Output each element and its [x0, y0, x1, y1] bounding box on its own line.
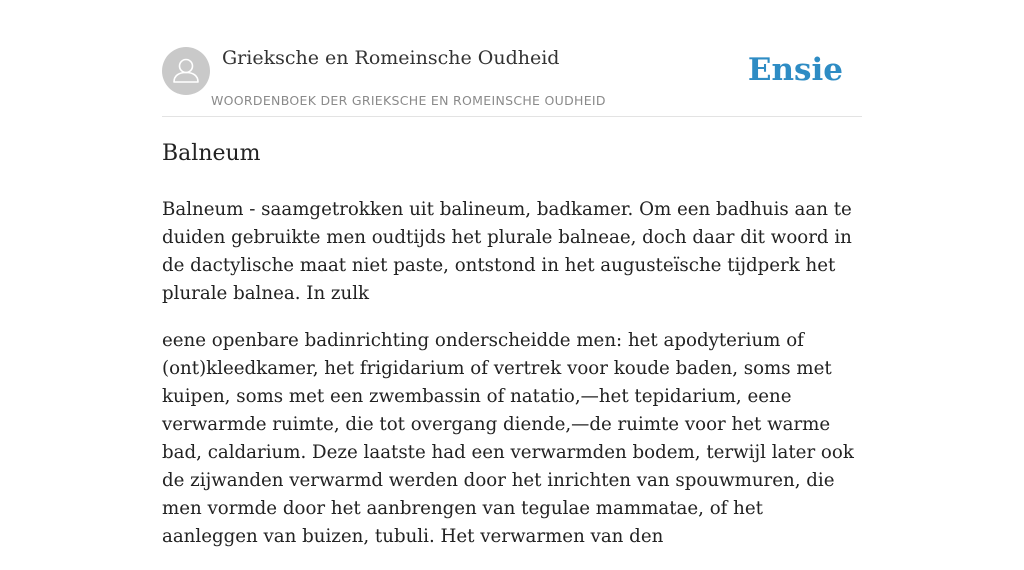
article-title: Balneum	[162, 141, 261, 166]
ensie-logo[interactable]: Ensie	[747, 52, 843, 88]
article-paragraph: Balneum - saamgetrokken uit balineum, badkamer. Om een badhuis aan te duiden gebruikte men oudtijds het plurale balneae, doch daar dit woord in de dactylische maat niet paste, ontstond in het augusteïsche tijdperk het plurale balnea. In zulk	[162, 199, 852, 304]
header	[162, 46, 862, 117]
site-subtitle: WOORDENBOEK DER GRIEKSCHE EN ROMEINSCHE OUDHEID	[211, 93, 606, 108]
article	[162, 136, 862, 570]
site-title[interactable]: Grieksche en Romeinsche Oudheid	[222, 47, 560, 69]
article-paragraph: eene openbare badinrichting onderscheidde men: het apodyterium of (ont)kleedkamer, het frigidarium of vertrek voor koude baden, soms met kuipen, soms met een zwembassin of natatio,—het tepidarium, eene verwarmde ruimte, die tot overgang diende,—de ruimte voor het warme bad, caldarium. Deze laatste had een verwarmden bodem, terwijl later ook de zijwanden verwarmd werden door het inrichten van spouwmuren, die men vormde door het aanbrengen van tegulae mammatae, of het aanleggen van buizen, tubuli. Het verwarmen van den	[162, 330, 854, 547]
user-icon[interactable]	[162, 47, 210, 95]
